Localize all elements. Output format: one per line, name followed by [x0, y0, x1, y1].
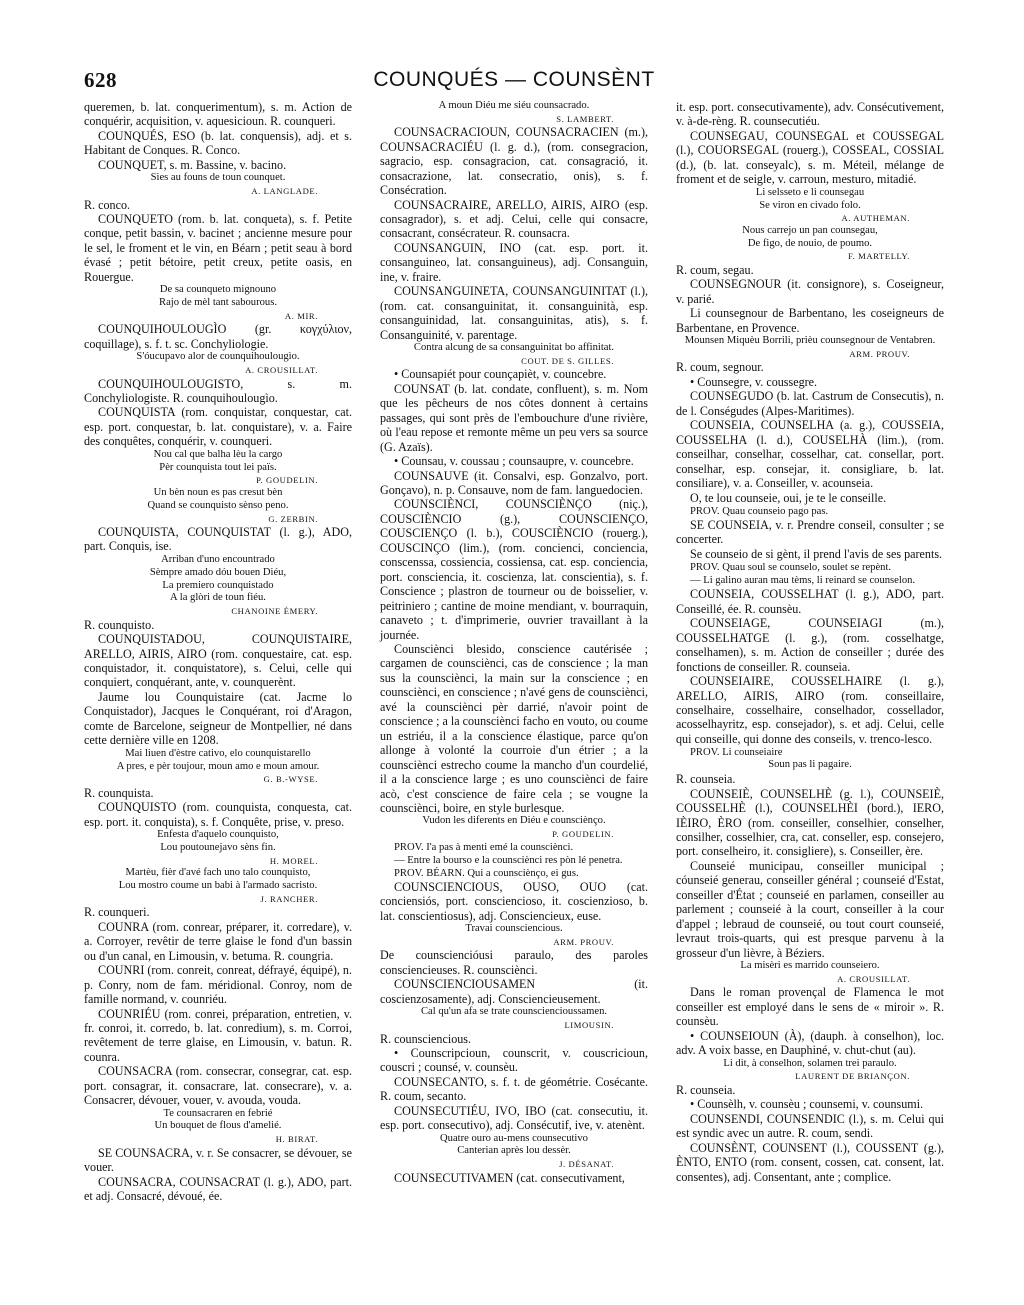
- citation-line: Arriban d'uno encountrado: [161, 553, 275, 565]
- column-middle: [380, 100, 648, 1185]
- column-left: [84, 100, 352, 1204]
- dictionary-entry: COUNQUISTA, COUNQUISTAT (l. g.), ADO, part. Conquis, ise.: [84, 525, 352, 554]
- dictionary-entry: COUNSECUTIVAMEN (cat. consecutivament,: [394, 1170, 625, 1185]
- citation-line: Li dit, à conselhon, solamen trei paraulo.: [723, 1057, 897, 1069]
- dictionary-entry: COUNSEIAGE, COUNSEIAGI (m.), COUSSELHATGE (l. g.), (rom. cosselhatge, conselhamen), s. m. Action de conseiller ; durée des fonctions de conseiller. R. counseia.: [676, 616, 944, 674]
- dictionary-entry: • Counsau, v. coussau ; counsaupre, v. councebre.: [394, 454, 634, 469]
- dictionary-entry: • COUNSEIOUN (À), (dauph. à conselhon), loc. adv. A voix basse, en Dauphiné, v. chut-chut (au).: [676, 1028, 944, 1058]
- running-head: COUNQUÉS — COUNSÈNT: [373, 68, 655, 91]
- dictionary-entry: COUNSACRACIOUN, COUNSACRACIEN (m.), COUNSACRACIÉU (l. g. d.), (rom. consegracion, sagracio, esp. consagracion, cat. consagració, it. consacrazione, lat. consecratio, onis), s. f. Consécration.: [380, 125, 648, 198]
- citation-line: Mounsen Miquèu Borrili, prièu counsegnour de Ventabren.: [684, 335, 936, 347]
- citation-line: Soun pas li pagaire.: [768, 759, 852, 771]
- proverb: PROV. Quau soul se counselo, soulet se repènt.: [690, 562, 892, 574]
- citation-line: Pèr counquista tout lei païs.: [159, 461, 277, 473]
- dictionary-entry: COUNRA (rom. conrear, préparer, it. corredare), v. a. Corroyer, revêtir de terre glaise le fond d'un bassin ou d'un canal, en Limousin, v. betuma. R. coungria.: [84, 919, 352, 963]
- citation-line: Nous carrejo un pan counsegau,: [742, 224, 878, 236]
- dictionary-entry: COUNSCIÈNCI, COUNSCIÈNÇO (niç.), COUSCIÈNCIO (g.), COUNSCIENÇO, COUSCIENÇO (l. b.), COUSCIÈNCIO (rouerg.), COUSCINÇO (lim.), (rom. concienci, conciencia, conscenssa, cossiencia, cossiensa, cat. esp. conciencia, port. consciencia, it. coscienza, lat. conscientia), s. f. Conscience ; plastron de tourneur ou de boisselier, v. peitriniero ; cantine de moine mendiant, v. bourraquin, canaveto ; t. d'imprimerie, ouvrier travaillant à la journée.: [380, 497, 648, 642]
- dictionary-entry: COUNSEIAIRE, COUSSELHAIRE (l. g.), ARELLO, AIRIS, AIRO (rom. conseillaire, conselhaire, cosselhaire, conselhador, cossellador, acosselhayritz, esp. consejador), s. et adj. Celui, celle qui conseille, qui donne des conseils, v. trenco-lesco.: [676, 674, 944, 746]
- dictionary-entry: COUNSEIÈ, COUNSELHÈ (g. l.), COUNSEIÈ, COUSSELHÈ (l.), COUNSELHÈI (bord.), IERO, IÈIRO, ÈRO (rom. conseiller, conselhier, conselher, consilher, cosselhier, cra, cat. conseller, esp. consejero, port. conselheiro, it. consigliere), s. Conseiller, ère.: [676, 786, 944, 859]
- dictionary-entry: SE COUNSEIA, v. r. Prendre conseil, consulter ; se concerter.: [676, 518, 944, 547]
- proverb: — Li galino auran mau tèms, li reinard se counselon.: [690, 575, 916, 587]
- citation-line: Te counsacraren en febrié: [163, 1107, 273, 1119]
- citation-line: S'óucupavo alor de counquihoulougìo.: [136, 351, 300, 363]
- dictionary-entry: COUNRIÉU (rom. conrei, préparation, entretien, v. fr. conroi, it. corredo, b. lat. conredium), s. m. Corroi, revêtement de terre glaise, en Limousin, v. batun. R. counra.: [84, 1006, 352, 1064]
- entry-continuation: De counsciencióusi paraulo, des paroles consciencieuses. R. counsciènci.: [380, 948, 648, 977]
- dictionary-entry: COUNSEIA, COUNSELHA (a. g.), COUSSEIA, COUSSELHA (l. d.), COUSELHÀ (lim.), (rom. conseilhar, conselhar, cosselhar, cat. consellar, port. conselhar, esp. consejar, it. consigliare, b. lat. consiliare), v. a. Conseiller, v. acounseia.: [676, 418, 944, 491]
- citation-author: P. GOUDELIN.: [552, 829, 614, 840]
- citation-line: Se viron en civado folo.: [759, 199, 861, 211]
- dictionary-entry: COUNSACRA (rom. consecrar, consegrar, cat. esp. port. consagrar, it. consacrare, lat. consecrare), v. a. Consacrer, dévouer, vouer, v. avouda, vouda.: [84, 1064, 352, 1108]
- dictionary-entry: Dans le roman provençal de Flamenca le mot conseiller est employé dans le sens de « miroir ». R. counsèu.: [676, 985, 944, 1029]
- proverb: — Entre la bourso e la counsciènci res pòn lé penetra.: [394, 854, 623, 866]
- citation-line: Martèu, fièr d'avé fach uno talo counquisto,: [125, 867, 311, 879]
- citation-line: Enfesta d'aquelo counquisto,: [157, 829, 279, 841]
- citation-author: J. DÉSANAT.: [559, 1159, 614, 1170]
- proverb: PROV. BÉARN. Qui a counsciènço, ei gus.: [394, 867, 579, 879]
- citation-author: S. LAMBERT.: [556, 113, 614, 124]
- proverb: PROV. Li counseiaire: [690, 747, 783, 759]
- citation-line: La misèri es marrido counseiero.: [740, 960, 880, 972]
- dictionary-entry: COUNSCIENCIOUSAMEN (it. coscienzosamente), adj. Consciencieusement.: [380, 977, 648, 1006]
- citation-author: LAURENT DE BRIANÇON.: [795, 1071, 910, 1082]
- dictionary-entry: COUNQUISTO (rom. counquista, conquesta, cat. esp. port. it. conquista), s. f. Conquête, prise, v. preso.: [84, 800, 352, 829]
- dictionary-entry: COUNSENDI, COUNSENDIC (l.), s. m. Celui qui est syndic avec un autre. R. coum, sendi.: [676, 1111, 944, 1141]
- dictionary-entry: COUNSAUVE (it. Consalvi, esp. Gonzalvo, port. Gonçavo), n. p. Consauve, nom de fam. languedocien.: [380, 468, 648, 498]
- dictionary-entry: COUNSEIA, COUSSELHAT (l. g.), ADO, part. Conseillé, ée. R. counsèu.: [676, 587, 944, 616]
- dictionary-entry: COUNSCIENCIOUS, OUSO, OUO (cat. conciensiós, port. consciencioso, it. coscienzioso, b. lat. conscientiosus), adj. Consciencieux, euse.: [380, 879, 648, 923]
- citation-line: La premiero counquistado: [162, 579, 274, 591]
- citation-line: A pres, e pèr toujour, moun amo e moun amour.: [116, 760, 320, 772]
- citation-line: Un bouquet de flous d'amelié.: [154, 1120, 282, 1132]
- dictionary-entry: COUNQUIHOULOUGISTO, s. m. Conchyliologiste. R. counquihoulougìo.: [84, 376, 352, 406]
- citation-author: H. MOREL.: [269, 855, 318, 866]
- dictionary-entry: • Counsegre, v. coussegre.: [690, 374, 818, 389]
- entry-continuation: R. counseia.: [676, 1082, 736, 1097]
- dictionary-entry: COUNRI (rom. conreit, conreat, défrayé, équipé), n. p. Conry, nom de fam. méridional. Conroy, nom de famille normand, v. counriéu.: [84, 963, 352, 1007]
- entry-continuation: R. counqueri.: [84, 905, 150, 920]
- citation-line: Sies au founs de toun counquet.: [150, 172, 286, 184]
- citation-line: De sa counqueto mignouno: [159, 284, 277, 296]
- citation-author: A. CROUSILLAT.: [837, 973, 910, 984]
- dictionary-entry: COUNSACRAIRE, ARELLO, AIRIS, AIRO (esp. consagrador), s. et adj. Celui, celle qui consacre, consacrant, consécrateur. R. counsacra.: [380, 197, 648, 241]
- dictionary-entry: SE COUNSACRA, v. r. Se consacrer, se dévouer, se vouer.: [84, 1145, 352, 1175]
- citation-line: Sèmpre amado dóu bouen Diéu,: [149, 566, 287, 578]
- citation-author: LIMOUSIN.: [564, 1020, 614, 1030]
- citation-author: P. GOUDELIN.: [256, 475, 318, 486]
- citation-author: COUT. DE S. GILLES.: [521, 355, 614, 366]
- citation-line: A la glòri de toun fiéu.: [170, 592, 266, 604]
- citation-line: Li selsseto e li counsegau: [755, 186, 865, 198]
- citation-line: Mai liuen d'èstre cativo, elo counquistarello: [125, 747, 311, 759]
- dictionary-entry: O, te lou counseie, oui, je te le conseille.: [690, 490, 887, 505]
- citation-author: A. AUTHEMAN.: [841, 213, 910, 224]
- dictionary-entry: COUNSEGAU, COUNSEGAL et COUSSEGAL (l.), COUORSEGAL (rouerg.), COSSEAL, COSSIAL (d.), (b. lat. conseyalc), s. m. Méteil, mélange de froment et de seigle, v. carroun, mesturo, mitadié.: [676, 128, 944, 187]
- dictionary-entry: COUNSECUTIÉU, IVO, IBO (cat. consecutiu, it. esp. port. consecutivo), adj. Consécutif, ive, v. atenènt.: [380, 1103, 648, 1133]
- citation-line: Quatre ouro au-mens counsecutivo: [440, 1132, 588, 1144]
- dictionary-entry: COUNSECANTO, s. f. t. de géométrie. Cosécante. R. coum, secanto.: [380, 1074, 648, 1104]
- dictionary-entry: COUNQUIHOULOUGÌO (gr. κογχύλιον, coquillage), s. f. t. sc. Conchyliologie.: [84, 322, 352, 351]
- citation-line: Vudon les diferents en Diéu e counsciènço.: [422, 815, 606, 827]
- dictionary-entry: COUNSEGNOUR (it. consignore), s. Coseigneur, v. parié.: [676, 277, 944, 306]
- citation-line: Rajo de mèl tant sabourous.: [159, 297, 277, 309]
- entry-continuation: it. esp. port. consecutivamente), adv. Consécutivement, v. à-de-rèng. R. counsecutiéu.: [676, 100, 944, 129]
- dictionary-entry: COUNSANGUIN, INO (cat. esp. port. it. consanguineo, lat. consanguineus), adj. Consanguin, ine, v. fraire.: [380, 240, 648, 284]
- proverb: PROV. Quau counseio pago pas.: [690, 506, 829, 517]
- entry-continuation: R. counsciencious.: [380, 1031, 472, 1046]
- citation-line: Contra alcung de sa consanguinitat bo affinitat.: [413, 342, 615, 354]
- proverb: PROV. I'a pas à menti emé la counsciènci.: [394, 841, 574, 853]
- dictionary-entry: • Counsapiét pour counçapièt, v. councebre.: [394, 367, 607, 382]
- citation-author: F. MARTELLY.: [847, 251, 910, 262]
- citation-author: J. RANCHER.: [260, 893, 318, 904]
- dictionary-entry: COUNSANGUINETA, COUNSANGUINITAT (l.), (rom. cat. consanguinitat, it. consanguinità, esp. consanguinidad, lat. consanguinitas, atis), s. f. Consanguinité, v. parentage.: [380, 284, 648, 342]
- page-number: 628: [84, 68, 117, 92]
- entry-continuation: queremen, b. lat. conquerimentum), s. m. Action de conquérir, acquisition, v. aquesicioun. R. counqueri.: [84, 100, 352, 129]
- citation-line: De figo, de nouio, de poumo.: [747, 237, 873, 249]
- citation-author: A. LANGLADE.: [251, 186, 318, 197]
- dictionary-entry: COUNQUÉS, ESO (b. lat. conquensis), adj. et s. Habitant de Conques. R. Conco.: [84, 128, 352, 158]
- citation-line: Nou cal que balha lèu la cargo: [153, 448, 283, 460]
- dictionary-entry: COUNSÈNT, COUNSENT (l.), COUSSENT (g.), ÈNTO, ENTO (rom. consent, cossen, cat. consent, lat. consentes), adj. Consentant, ante ; complice.: [676, 1140, 944, 1184]
- entry-continuation: R. coum, segau.: [676, 262, 754, 277]
- citation-line: Cal qu'un afa se trate counsciencioussamen.: [420, 1006, 608, 1018]
- citation-author: G. ZERBIN.: [268, 513, 318, 524]
- dictionary-entry: Counsciènci blesido, conscience cautérisée ; cargamen de counsciènci, cas de conscience ; la man sus la counsciènci, la main sur la conscience ; en counsciènci, en conscience ; n'avé gens de counsciènci, avé la counsciènci pèr darrié, n'avoir point de conscience ; a la counsciènci facho en vouto, ou coume un estriéu, il a la conscience élastique, parce qu'on allonge à volonté la courroie d'un étrier ; a la counsciènci estrecho coume la mancho d'un courdelié, il a la conscience large ; es uno counsciènci de faire acò, c'est conscience de faire cela ; se vougne la counsciènci, boire, en style burlesque.: [380, 642, 648, 815]
- dictionary-entry: COUNQUET, s. m. Bassine, v. bacino.: [98, 157, 287, 172]
- citation-line: Quand se counquisto sènso peno.: [147, 499, 289, 511]
- entry-continuation: R. counseia.: [676, 772, 736, 787]
- citation-author: CHANOINE ÉMERY.: [231, 606, 318, 617]
- citation-author: A. CROUSILLAT.: [245, 365, 318, 376]
- dictionary-entry: COUNSEGUDO (b. lat. Castrum de Consecutis), n. de l. Conségudes (Alpes-Maritimes).: [676, 389, 944, 418]
- citation-line: Un bèn noun es pas cresut bèn: [153, 486, 283, 498]
- entry-continuation: R. conco.: [84, 197, 131, 212]
- page-header: [84, 68, 944, 94]
- dictionary-entry: COUNQUISTADOU, COUNQUISTAIRE, ARELLO, AIRIS, AIRO (rom. conquestaire, cat. esp. conquistador, it. conquistatore), s. Celui, celle qui conquiert, conquérant, ante, v. counquerènt.: [84, 632, 352, 690]
- dictionary-entry: Li counsegnour de Barbentano, les coseigneurs de Barbentane, en Provence.: [676, 306, 944, 335]
- citation-line: Canterian après lou dessèr.: [457, 1145, 571, 1157]
- dictionary-entry: • Counsèlh, v. counsèu ; counsemi, v. counsumi.: [690, 1097, 924, 1112]
- entry-continuation: R. coum, segnour.: [676, 360, 764, 375]
- dictionary-entry: Counseié municipau, conseiller municipal ; cóunseié generau, conseiller général ; counseié d'Estat, conseiller d'État ; counseié en parlamen, conseiller au parlement ; counseié à la court, conseiller à la cour d'appel ; lebraud de counseié, ou tout court counseié, levraut trois-quarts, qui est presque parvenu à la grosseur d'un lièvre, à Béziers.: [676, 858, 944, 960]
- column-right: [676, 100, 944, 1184]
- dictionary-entry: COUNQUISTA (rom. conquistar, conquestar, cat. esp. port. conquestar, b. lat. conquistare), v. a. Faire des conquêtes, conquérir, v. counqueri.: [84, 405, 352, 449]
- citation-author: H. BIRAT.: [275, 1134, 318, 1145]
- dictionary-entry: COUNSACRA, COUNSACRAT (l. g.), ADO, part. et adj. Consacré, dévoué, ée.: [84, 1174, 352, 1204]
- citation-line: Travai counsciencious.: [465, 923, 563, 935]
- dictionary-entry: Se counseio de si gènt, il prend l'avis de ses parents.: [690, 546, 943, 561]
- citation-line: Lou poutounejavo sèns fin.: [160, 841, 276, 853]
- dictionary-entry: COUNQUETO (rom. b. lat. conqueta), s. f. Petite conque, petit bassin, v. bacinet ; ancienne mesure pour le sel, le froment et le vin, en Béarn ; petit seau à bord évasé ; petit bétoire, petit creux, petite oasis, en Rouergue.: [84, 212, 352, 284]
- citation-author: ARM. PROUV.: [553, 936, 614, 947]
- entry-continuation: R. counquista.: [84, 785, 154, 800]
- citation-line: Lou mostro coume un babi à l'armado sacristo.: [118, 880, 318, 892]
- citation-author: G. B.-WYSE.: [263, 774, 318, 785]
- dictionary-entry: • Counscripcioun, counscrit, v. couscricioun, couscri ; counsé, v. counsèu.: [380, 1045, 648, 1075]
- citation-author: A. MIR.: [284, 310, 318, 321]
- citation-author: ARM. PROUV.: [849, 348, 910, 359]
- entry-continuation: R. counquisto.: [84, 617, 155, 632]
- citation-line: A moun Diéu me siéu counsacrado.: [438, 100, 590, 111]
- dictionary-entry: Jaume lou Counquistaire (cat. Jacme lo Conquistador), Jacques le Conquérant, roi d'Aragon, comte de Barcelone, seigneur de Montpellier, né dans cette dernière ville en 1208.: [84, 689, 352, 748]
- dictionary-entry: COUNSAT (b. lat. condate, confluent), s. m. Nom que les pêcheurs de nos côtes donnent à certains passages, qui sont près de l'embouchure d'une rivière, où l'eau repose et remonte même un peu vers sa source (G. Azaïs).: [380, 381, 648, 454]
